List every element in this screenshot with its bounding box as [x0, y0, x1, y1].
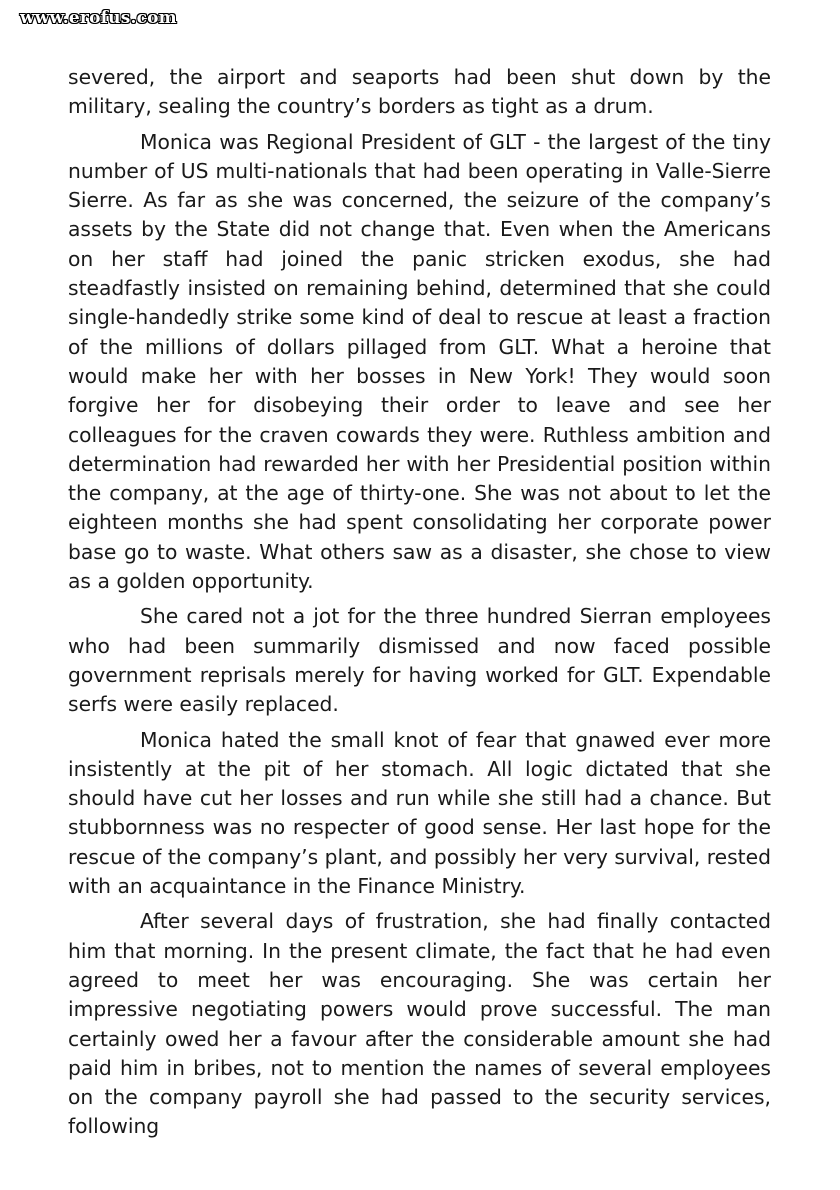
site-watermark: www.erofus.com — [20, 8, 177, 28]
paragraph-3: She cared not a jot for the three hundred Sierran employees who had been summarily dismissed and now faced possible government reprisals merely for having worked for GLT. Expendable serfs were easily replaced. — [68, 604, 771, 717]
paragraph-2: Monica was Regional President of GLT - the largest of the tiny number of US multi-nationals that had been operating in Valle-Sierre Sierre. As far as she was concerned, the seizure of the company’s assets by the State did not change that. Even when the Americans on her staff had joined the panic stricken exodus, she had steadfastly insisted on remaining behind, determined that she could single-handedly strike some kind of deal to rescue at least a fraction of the millions of dollars pillaged from GLT. What a heroine that would make her with her bosses in New York! They would soon forgive her for disobeying their order to leave and see her colleagues for the craven cowards they were. Ruthless ambition and determination had rewarded her with her Presidential position within the company, at the age of thirty-one. She was not about to let the eighteen months she had spent consolidating her corporate power base go to waste. What others saw as a disaster, she chose to view as a golden opportunity. — [68, 129, 771, 594]
paragraph-4: Monica hated the small knot of fear that gnawed ever more insistently at the pit of her stomach. All logic dictated that she should have cut her losses and run while she still had a chance. But stubbornness was no respecter of good sense. Her last hope for the rescue of the company’s plant, and possibly her very survival, rested with an acquaintance in the Finance Ministry. — [68, 727, 771, 899]
paragraph-1: severed, the airport and seaports had been shut down by the military, sealing the country’s borders as tight as a drum. — [68, 65, 771, 119]
paragraph-5: After several days of frustration, she had finally contacted him that morning. In the present climate, the fact that he had even agreed to meet her was encouraging. She was certain her impressive negotiating powers would prove successful. The man certainly owed her a favour after the considerable amount she had paid him in bribes, not to mention the names of several employees on the company payroll she had passed to the security services, following — [68, 909, 771, 1139]
document-page — [68, 63, 771, 1148]
